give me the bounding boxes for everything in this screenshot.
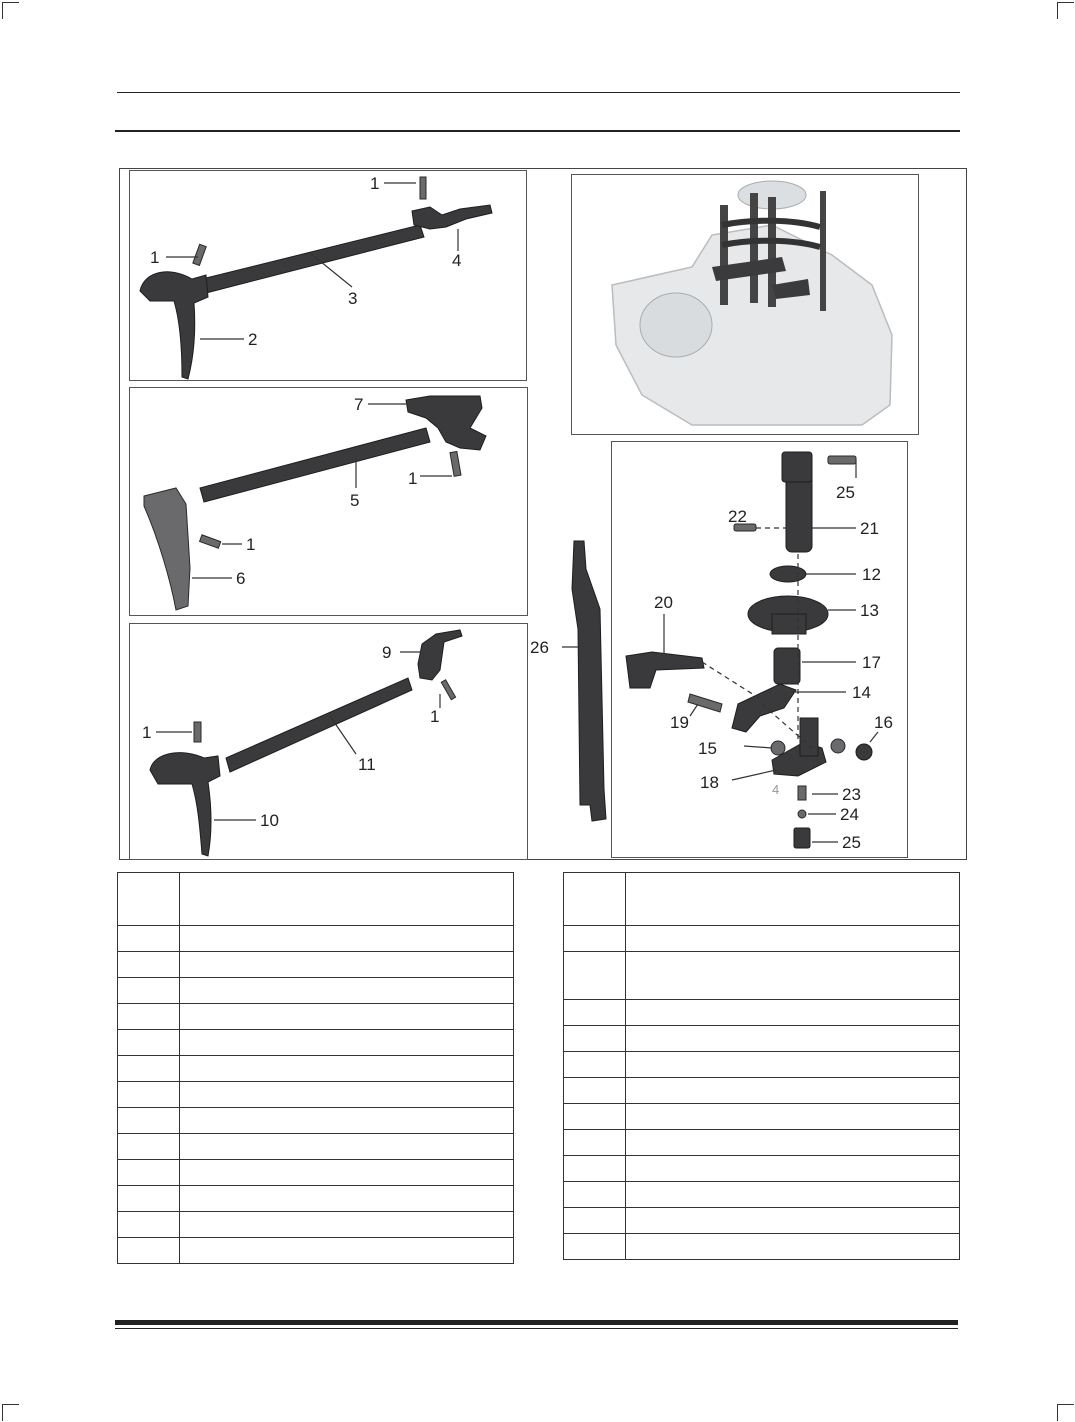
table-row — [564, 926, 960, 952]
panel-shift-shaft-3-drawing — [130, 171, 528, 382]
crop-mark-top-left — [2, 2, 19, 19]
table-row — [564, 1234, 960, 1260]
pin-1-right — [450, 451, 461, 476]
table-row — [118, 1030, 514, 1056]
table-row — [118, 1160, 514, 1186]
panel-shift-shaft-11-drawing — [130, 624, 529, 861]
callout-20: 20 — [654, 593, 673, 612]
callout-14: 14 — [852, 683, 871, 702]
crop-mark-bottom-right — [1057, 1404, 1074, 1421]
callout-19: 19 — [670, 713, 689, 732]
parts-table-left — [117, 872, 514, 1264]
shift-fork-6 — [144, 488, 190, 610]
table-row — [118, 1134, 514, 1160]
gearbox-overview-drawing — [572, 175, 920, 436]
selector-plate-14 — [732, 684, 796, 732]
panel-shift-shaft-3 — [129, 170, 527, 381]
table-row — [564, 1130, 960, 1156]
pin-1-lower — [200, 535, 221, 548]
callout-9: 9 — [382, 643, 392, 662]
bushing-17 — [774, 648, 800, 684]
shift-fork-2 — [140, 272, 208, 379]
callout-10: 10 — [260, 811, 279, 830]
callout-1: 1 — [408, 469, 418, 488]
callout-25: 25 — [836, 483, 855, 502]
table-header-row — [118, 873, 514, 926]
pin-1-fork10 — [194, 722, 201, 742]
pin-1-left — [193, 244, 206, 265]
callout-1: 1 — [430, 707, 440, 726]
bearing-housing — [640, 293, 712, 357]
table-row — [118, 952, 514, 978]
header-rule-top — [117, 92, 960, 93]
table-row — [564, 1000, 960, 1026]
panel-gearbox-overview — [571, 174, 919, 435]
table-row — [564, 1104, 960, 1130]
ball-24 — [798, 810, 806, 818]
callout-21: 21 — [860, 519, 879, 538]
callout-1: 1 — [370, 174, 380, 193]
crop-mark-bottom-left — [2, 1404, 19, 1421]
spring-23 — [798, 786, 806, 800]
table-row — [564, 1026, 960, 1052]
table-row — [564, 1208, 960, 1234]
table-row — [118, 1212, 514, 1238]
callout-24: 24 — [840, 805, 859, 824]
pin-1-top — [420, 177, 426, 199]
table-row — [118, 1108, 514, 1134]
table-row — [118, 1238, 514, 1264]
callout-2: 2 — [248, 330, 258, 349]
callout-13: 13 — [860, 601, 879, 620]
callout-1: 1 — [246, 535, 256, 554]
table-row — [118, 1004, 514, 1030]
callout-7: 7 — [354, 395, 364, 414]
table-row — [118, 1082, 514, 1108]
callout-1: 1 — [142, 723, 152, 742]
callout-12: 12 — [862, 565, 881, 584]
callout-1: 1 — [150, 248, 160, 267]
footer-rule-thick — [115, 1320, 958, 1325]
shift-fork-4 — [412, 205, 492, 229]
table-row — [118, 1186, 514, 1212]
selector-mechanism-drawing — [612, 442, 909, 859]
washer-12 — [770, 566, 806, 582]
table-row — [118, 1056, 514, 1082]
table-row — [564, 1156, 960, 1182]
shift-shaft-21 — [786, 474, 812, 552]
callout-5: 5 — [350, 491, 360, 510]
lever-20 — [626, 652, 704, 688]
callout-18: 18 — [700, 773, 719, 792]
shift-shaft-11 — [226, 678, 412, 772]
panel-selector-mechanism — [611, 441, 908, 858]
callout-25: 25 — [842, 833, 861, 852]
shift-rail-26 — [572, 541, 606, 821]
shift-fork-9 — [418, 630, 462, 680]
callout-4: 4 — [452, 251, 462, 270]
callout-11: 11 — [358, 755, 376, 774]
table-row — [564, 1078, 960, 1104]
bolt-15 — [771, 741, 785, 755]
callout-23: 23 — [842, 785, 861, 804]
callout-17: 17 — [862, 653, 881, 672]
bolt-25-top — [828, 456, 856, 464]
shift-shaft-5 — [200, 428, 430, 502]
table-row — [564, 952, 960, 1000]
nut-16 — [856, 744, 872, 760]
pin-1-fork9 — [441, 680, 455, 700]
table-row — [564, 1052, 960, 1078]
shift-shaft-assembly — [720, 205, 728, 305]
callout-small-4: 4 — [772, 782, 780, 797]
parts-table-right — [563, 872, 960, 1260]
table-row — [564, 1182, 960, 1208]
exploded-view-figure — [119, 168, 967, 860]
panel-shift-shaft-5 — [129, 387, 528, 616]
table-row — [118, 978, 514, 1004]
plug-25 — [794, 828, 810, 848]
bolt-19 — [688, 694, 722, 712]
callout-26: 26 — [530, 638, 549, 657]
panel-shift-shaft-5-drawing — [130, 388, 529, 617]
table-row — [118, 926, 514, 952]
callout-15: 15 — [698, 739, 717, 758]
callout-6: 6 — [236, 569, 246, 588]
part-26-drawing — [530, 529, 620, 829]
panel-shift-shaft-11 — [129, 623, 528, 860]
footer-rule-thin — [115, 1328, 958, 1329]
callout-22: 22 — [728, 507, 747, 526]
header-rule-bottom — [115, 130, 960, 132]
shift-shaft-3 — [202, 225, 424, 293]
shift-fork-10 — [150, 753, 220, 856]
callout-3: 3 — [348, 289, 358, 308]
crop-mark-top-right — [1057, 2, 1074, 19]
table-header-row — [564, 873, 960, 926]
callout-16: 16 — [874, 713, 893, 732]
